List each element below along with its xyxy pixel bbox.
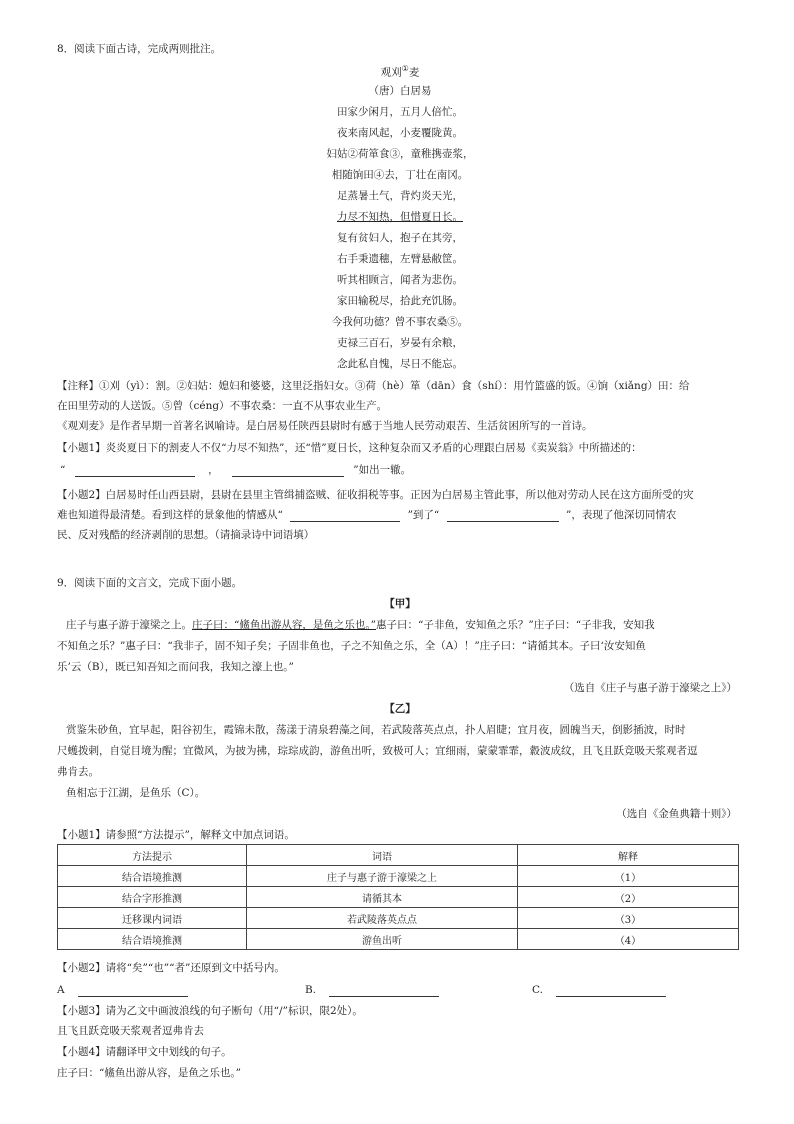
q9-sub2-answer-c: [532, 983, 666, 997]
q8-sub2-line-2: [57, 508, 676, 522]
yi-paragraph-line-4: 鱼相忘于江湖，是鱼乐（C）。: [66, 787, 206, 799]
poem-title-part-a: 观刈: [380, 66, 402, 79]
table-row: [58, 887, 739, 908]
poem-underlined-text: 力尽不知热，但惜夏日长。: [337, 211, 463, 223]
cell-method: 结合字形推测: [58, 887, 247, 908]
answer-blank-4[interactable]: [447, 511, 559, 522]
label-a: A: [57, 984, 65, 996]
label-b: B.: [305, 984, 317, 996]
cell-word: 若武陵落英点点: [247, 908, 518, 929]
label-c: C.: [532, 984, 543, 996]
yi-source: （选自《金鱼典籍十则》）: [616, 808, 737, 820]
poem-line: 复有贫妇人，抱子在其旁，: [337, 232, 463, 244]
vocab-table: [57, 844, 739, 950]
col-header-word: 词语: [247, 845, 518, 866]
q9-sub2-answer-b: [305, 983, 439, 997]
answer-blank-b[interactable]: [329, 986, 439, 997]
col-header-explanation: 解释: [518, 845, 739, 866]
annotation-line-3: 《观刈麦》是作者早期一首著名讽喻诗。是白居易任陕西县尉时有感于当地人民劳动艰苦、生活贫困所写的一首诗。: [57, 420, 593, 432]
q8-sub2-line-1: 【小题2】白居易时任山西县尉，县尉在县里主管缉捕盗贼、征收捐税等事。正因为白居易主管此事，所以他对劳动人民在这方面所受的灾: [57, 489, 694, 501]
table-row: [58, 866, 739, 887]
cell-word: 游鱼出听: [247, 929, 518, 950]
cell-word: 请循其本: [247, 887, 518, 908]
cell-explanation[interactable]: （3）: [518, 908, 739, 929]
jia-title: 【甲】: [384, 598, 416, 610]
close-quote-text: ”如出一辙。: [353, 464, 412, 476]
q8-header: 8．阅读下面古诗，完成两则批注。: [57, 43, 222, 55]
q9-sub4-sentence: 庄子曰：“鯈鱼出游从容，是鱼之乐也。”: [57, 1067, 241, 1079]
poem-line: 吏禄三百石，岁晏有余粮，: [337, 337, 463, 349]
jia-source: （选自《庄子与惠子游于濠梁之上》）: [563, 682, 737, 694]
answer-blank-c[interactable]: [556, 986, 666, 997]
q8-sub1-answer-row: [60, 463, 411, 477]
q9-sub1-prompt: 【小题1】请参照“方法提示”，解释文中加点词语。: [57, 829, 295, 841]
cell-word: 庄子与惠子游于濠梁之上: [247, 866, 518, 887]
q9-sub3-sentence: 且飞且跃竞吸天浆观者逗弗肯去: [57, 1025, 204, 1037]
q8-sub1-prompt: 【小题1】炎炎夏日下的割麦人不仅“力尽不知热”，还“惜”夏日长，这种复杂而又矛盾的心理跟白居易《卖炭翁》中所描述的：: [57, 442, 642, 454]
table-row: [58, 929, 739, 950]
col-header-method: 方法提示: [58, 845, 247, 866]
poem-author: （唐）白居易: [368, 85, 432, 97]
poem-line: 相随饷田④去，丁壮在南冈。: [331, 169, 469, 181]
cell-explanation[interactable]: （1）: [518, 866, 739, 887]
poem-line: 夜来南风起，小麦覆陇黄。: [337, 127, 463, 139]
cell-method: 迁移课内词语: [58, 908, 247, 929]
yi-paragraph-line-1: 赏鉴朱砂鱼，宜早起，阳谷初生，霞锦未散，荡漾于清泉碧藻之间，若武陵落英点点，扑人眉睫；宜月夜，圆魄当天，倒影插波，时时: [66, 724, 686, 736]
comma: ，: [208, 464, 219, 476]
yi-paragraph-line-3: 弗肯去。: [57, 766, 99, 778]
sub2-text-b: ”到了“: [407, 509, 440, 521]
jia-paragraph-line-1: [66, 618, 655, 632]
poem-title-note-mark: ①: [401, 64, 409, 73]
table-row: [58, 908, 739, 929]
answer-blank-a[interactable]: [78, 986, 188, 997]
yi-title: 【乙】: [384, 703, 416, 715]
poem-line: 妇姑②荷箪食③，童稚携壶浆，: [326, 148, 474, 160]
jia-text-a: 庄子与惠子游于濠梁之上。: [66, 619, 192, 631]
poem-line: 足蒸暑土气，背灼炎天光，: [337, 190, 463, 202]
answer-blank-1[interactable]: [75, 466, 195, 477]
answer-blank-3[interactable]: [290, 511, 400, 522]
jia-paragraph-line-3: 乐’云（B），既已知吾知之而问我，我知之濠上也。”: [57, 661, 294, 673]
cell-explanation[interactable]: （4）: [518, 929, 739, 950]
cell-method: 结合语境推测: [58, 929, 247, 950]
q9-sub2-answers: [57, 983, 188, 997]
answer-blank-2[interactable]: [232, 466, 344, 477]
open-quote: “: [60, 464, 66, 476]
cell-explanation[interactable]: （2）: [518, 887, 739, 908]
poem-line-underlined: [250, 210, 550, 224]
poem-line: 念此私自愧，尽日不能忘。: [337, 358, 463, 370]
sub2-text-a: 难也知道得最清楚。看到这样的景象他的情感从“: [57, 509, 283, 521]
table-header-row: [58, 845, 739, 866]
q9-sub2-prompt: 【小题2】请将“矣”“也”“者”还原到文中括号内。: [57, 962, 285, 974]
poem-line: 今我何功德？曾不事农桑⑤。: [331, 316, 469, 328]
annotation-line-2: 在田里劳动的人送饭。⑤曾（céng）不事农桑：一直不从事农业生产。: [57, 400, 388, 412]
cell-method: 结合语境推测: [58, 866, 247, 887]
q8-sub2-line-3: 民、反对残酷的经济剥削的思想。（请摘录诗中词语填）: [57, 529, 315, 541]
poem-title-part-b: 麦: [408, 66, 420, 79]
poem-title: [250, 62, 550, 80]
jia-paragraph-line-2: 不知鱼之乐？”惠子曰：“我非子，固不知子矣；子固非鱼也，子之不知鱼之乐，全（A）！”庄子曰：“请循其本。子曰‘汝安知鱼: [57, 640, 646, 652]
poem-line: 田家少闲月，五月人倍忙。: [337, 106, 463, 118]
jia-underlined-sentence: 庄子曰：“鯈鱼出游从容，是鱼之乐也。”: [192, 619, 376, 631]
poem-line: 右手秉遗穗，左臂悬敝筐。: [337, 253, 463, 265]
q9-sub4-prompt: 【小题4】请翻译甲文中划线的句子。: [57, 1046, 232, 1058]
jia-text-b: 惠子曰：“子非鱼，安知鱼之乐？”庄子曰：“子非我，安知我: [376, 619, 655, 631]
yi-paragraph-line-2: 尺蠖拨剌，自觉目境为醒；宜微风，为披为拂，琮琮成韵，游鱼出听，致极可人；宜细雨，蒙蒙霏霏，縠波成纹，且飞且跃竞吸天浆观者逗: [57, 745, 698, 757]
poem-line: 家田输税尽，拾此充饥肠。: [337, 295, 463, 307]
annotation-line-1: 【注释】①刈（yì）：割。②妇姑：媳妇和婆婆，这里泛指妇女。③荷（hè）箪（dān）食（shí）：用竹篮盛的饭。④饷（xiǎng）田：给: [57, 380, 690, 392]
q9-sub3-prompt: 【小题3】请为乙文中画波浪线的句子断句（用“/”标识，限2处）。: [57, 1005, 363, 1017]
q9-header: 9．阅读下面的文言文，完成下面小题。: [57, 577, 243, 589]
sub2-text-c: ”，表现了他深切同情农: [566, 509, 677, 521]
poem-line: 听其相顾言，闻者为悲伤。: [337, 274, 463, 286]
